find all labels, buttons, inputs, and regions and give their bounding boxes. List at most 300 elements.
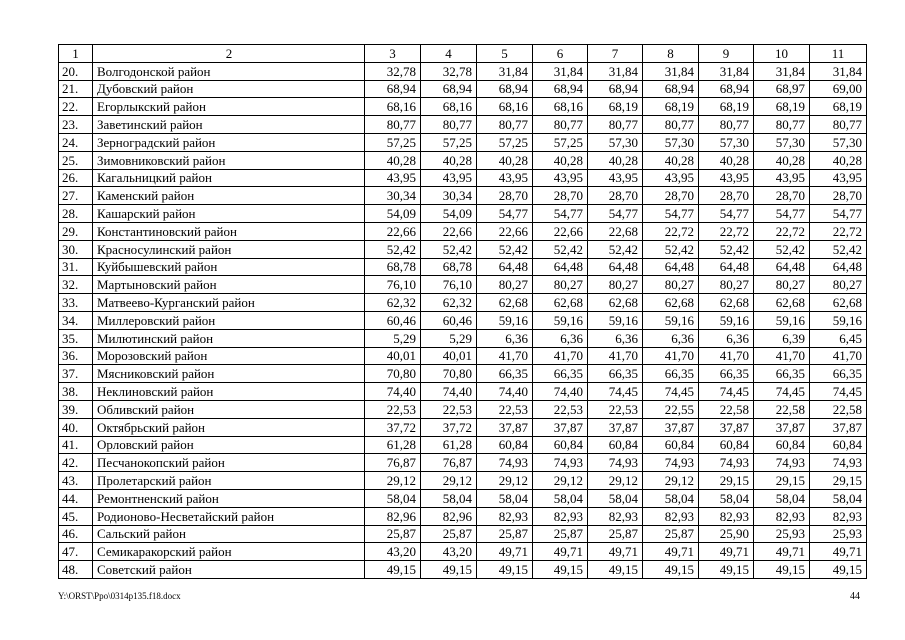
value-cell: 82,93	[588, 507, 643, 525]
value-cell: 43,95	[810, 169, 867, 187]
district-name: Семикаракорский район	[93, 543, 365, 561]
table-row	[59, 561, 867, 579]
row-number: 48.	[59, 561, 93, 579]
value-cell: 37,87	[810, 418, 867, 436]
value-cell: 82,93	[477, 507, 533, 525]
value-cell: 54,77	[754, 205, 810, 223]
table-row	[59, 276, 867, 294]
value-cell: 22,68	[588, 222, 643, 240]
row-number: 26.	[59, 169, 93, 187]
value-cell: 41,70	[533, 347, 588, 365]
district-name: Милютинский район	[93, 329, 365, 347]
value-cell: 22,53	[421, 400, 477, 418]
district-name: Орловский район	[93, 436, 365, 454]
value-cell: 62,68	[754, 294, 810, 312]
value-cell: 43,20	[421, 543, 477, 561]
value-cell: 80,77	[810, 116, 867, 134]
value-cell: 60,84	[643, 436, 699, 454]
table-row	[59, 62, 867, 80]
value-cell: 28,70	[699, 187, 754, 205]
row-number: 41.	[59, 436, 93, 454]
row-number: 38.	[59, 383, 93, 401]
value-cell: 68,94	[588, 80, 643, 98]
value-cell: 64,48	[533, 258, 588, 276]
value-cell: 62,68	[810, 294, 867, 312]
value-cell: 52,42	[421, 240, 477, 258]
value-cell: 59,16	[754, 311, 810, 329]
value-cell: 52,42	[365, 240, 421, 258]
value-cell: 76,87	[365, 454, 421, 472]
value-cell: 32,78	[365, 62, 421, 80]
header-cell: 2	[93, 45, 365, 63]
value-cell: 66,35	[533, 365, 588, 383]
value-cell: 29,15	[699, 472, 754, 490]
row-number: 47.	[59, 543, 93, 561]
value-cell: 49,71	[754, 543, 810, 561]
value-cell: 22,66	[533, 222, 588, 240]
value-cell: 60,84	[810, 436, 867, 454]
value-cell: 29,12	[588, 472, 643, 490]
value-cell: 40,28	[421, 151, 477, 169]
value-cell: 37,87	[754, 418, 810, 436]
district-name: Мясниковский район	[93, 365, 365, 383]
row-number: 34.	[59, 311, 93, 329]
value-cell: 59,16	[477, 311, 533, 329]
district-name: Константиновский район	[93, 222, 365, 240]
value-cell: 22,72	[643, 222, 699, 240]
table-row	[59, 543, 867, 561]
value-cell: 6,36	[533, 329, 588, 347]
value-cell: 61,28	[365, 436, 421, 454]
value-cell: 49,71	[477, 543, 533, 561]
value-cell: 22,58	[699, 400, 754, 418]
value-cell: 74,40	[477, 383, 533, 401]
value-cell: 80,77	[699, 116, 754, 134]
value-cell: 49,71	[643, 543, 699, 561]
value-cell: 25,87	[643, 525, 699, 543]
value-cell: 59,16	[533, 311, 588, 329]
value-cell: 66,35	[588, 365, 643, 383]
value-cell: 59,16	[699, 311, 754, 329]
table-row	[59, 436, 867, 454]
value-cell: 69,00	[810, 80, 867, 98]
district-name: Октябрьский район	[93, 418, 365, 436]
district-name: Морозовский район	[93, 347, 365, 365]
value-cell: 68,19	[643, 98, 699, 116]
value-cell: 49,15	[533, 561, 588, 579]
value-cell: 22,66	[365, 222, 421, 240]
value-cell: 68,97	[754, 80, 810, 98]
value-cell: 80,77	[643, 116, 699, 134]
value-cell: 28,70	[754, 187, 810, 205]
value-cell: 74,45	[588, 383, 643, 401]
table-row	[59, 418, 867, 436]
header-cell: 5	[477, 45, 533, 63]
value-cell: 60,46	[421, 311, 477, 329]
value-cell: 37,87	[477, 418, 533, 436]
header-cell: 6	[533, 45, 588, 63]
value-cell: 76,87	[421, 454, 477, 472]
value-cell: 22,53	[588, 400, 643, 418]
value-cell: 66,35	[643, 365, 699, 383]
table-row	[59, 383, 867, 401]
value-cell: 25,87	[477, 525, 533, 543]
value-cell: 31,84	[588, 62, 643, 80]
value-cell: 64,48	[477, 258, 533, 276]
value-cell: 66,35	[699, 365, 754, 383]
value-cell: 74,40	[533, 383, 588, 401]
value-cell: 31,84	[810, 62, 867, 80]
value-cell: 80,27	[588, 276, 643, 294]
value-cell: 62,68	[533, 294, 588, 312]
value-cell: 64,48	[810, 258, 867, 276]
value-cell: 22,53	[365, 400, 421, 418]
value-cell: 52,42	[643, 240, 699, 258]
district-name: Кагальницкий район	[93, 169, 365, 187]
table-row	[59, 329, 867, 347]
district-name: Егорлыкский район	[93, 98, 365, 116]
value-cell: 25,87	[421, 525, 477, 543]
value-cell: 37,72	[421, 418, 477, 436]
value-cell: 40,28	[754, 151, 810, 169]
value-cell: 80,27	[754, 276, 810, 294]
value-cell: 68,78	[421, 258, 477, 276]
row-number: 36.	[59, 347, 93, 365]
value-cell: 80,77	[421, 116, 477, 134]
value-cell: 43,20	[365, 543, 421, 561]
value-cell: 41,70	[588, 347, 643, 365]
district-name: Миллеровский район	[93, 311, 365, 329]
value-cell: 62,32	[365, 294, 421, 312]
value-cell: 70,80	[365, 365, 421, 383]
value-cell: 22,72	[699, 222, 754, 240]
value-cell: 29,15	[754, 472, 810, 490]
value-cell: 74,93	[810, 454, 867, 472]
district-name: Красносулинский район	[93, 240, 365, 258]
value-cell: 82,93	[754, 507, 810, 525]
value-cell: 29,12	[643, 472, 699, 490]
header-cell: 4	[421, 45, 477, 63]
value-cell: 66,35	[810, 365, 867, 383]
value-cell: 64,48	[643, 258, 699, 276]
value-cell: 49,15	[477, 561, 533, 579]
value-cell: 37,87	[588, 418, 643, 436]
value-cell: 43,95	[588, 169, 643, 187]
value-cell: 58,04	[643, 489, 699, 507]
value-cell: 28,70	[810, 187, 867, 205]
value-cell: 6,45	[810, 329, 867, 347]
row-number: 33.	[59, 294, 93, 312]
value-cell: 82,93	[643, 507, 699, 525]
value-cell: 37,87	[699, 418, 754, 436]
value-cell: 57,25	[365, 133, 421, 151]
value-cell: 25,93	[810, 525, 867, 543]
value-cell: 60,84	[533, 436, 588, 454]
value-cell: 52,42	[477, 240, 533, 258]
value-cell: 22,53	[533, 400, 588, 418]
value-cell: 28,70	[533, 187, 588, 205]
value-cell: 76,10	[365, 276, 421, 294]
value-cell: 82,96	[365, 507, 421, 525]
value-cell: 80,77	[477, 116, 533, 134]
value-cell: 58,04	[810, 489, 867, 507]
table-row	[59, 205, 867, 223]
value-cell: 62,68	[699, 294, 754, 312]
value-cell: 49,71	[588, 543, 643, 561]
table-row	[59, 454, 867, 472]
value-cell: 60,84	[754, 436, 810, 454]
row-number: 43.	[59, 472, 93, 490]
value-cell: 49,15	[588, 561, 643, 579]
value-cell: 57,25	[533, 133, 588, 151]
table-header-row	[59, 45, 867, 63]
row-number: 28.	[59, 205, 93, 223]
value-cell: 74,45	[643, 383, 699, 401]
value-cell: 60,84	[699, 436, 754, 454]
value-cell: 25,87	[365, 525, 421, 543]
value-cell: 22,66	[477, 222, 533, 240]
table-row	[59, 240, 867, 258]
value-cell: 74,93	[477, 454, 533, 472]
value-cell: 70,80	[421, 365, 477, 383]
header-cell: 1	[59, 45, 93, 63]
value-cell: 59,16	[643, 311, 699, 329]
value-cell: 41,70	[754, 347, 810, 365]
value-cell: 43,95	[754, 169, 810, 187]
value-cell: 40,28	[588, 151, 643, 169]
value-cell: 54,77	[533, 205, 588, 223]
value-cell: 68,78	[365, 258, 421, 276]
row-number: 35.	[59, 329, 93, 347]
value-cell: 54,77	[699, 205, 754, 223]
district-name: Мартыновский район	[93, 276, 365, 294]
value-cell: 68,94	[365, 80, 421, 98]
table-row	[59, 222, 867, 240]
value-cell: 68,94	[643, 80, 699, 98]
value-cell: 82,93	[533, 507, 588, 525]
row-number: 37.	[59, 365, 93, 383]
value-cell: 5,29	[365, 329, 421, 347]
value-cell: 68,16	[421, 98, 477, 116]
value-cell: 29,12	[477, 472, 533, 490]
value-cell: 68,16	[477, 98, 533, 116]
value-cell: 54,77	[810, 205, 867, 223]
value-cell: 22,58	[810, 400, 867, 418]
row-number: 45.	[59, 507, 93, 525]
value-cell: 41,70	[643, 347, 699, 365]
value-cell: 80,27	[533, 276, 588, 294]
value-cell: 64,48	[699, 258, 754, 276]
value-cell: 30,34	[421, 187, 477, 205]
data-table	[58, 44, 867, 579]
value-cell: 80,77	[754, 116, 810, 134]
value-cell: 60,84	[477, 436, 533, 454]
row-number: 22.	[59, 98, 93, 116]
value-cell: 80,77	[588, 116, 643, 134]
row-number: 25.	[59, 151, 93, 169]
value-cell: 80,27	[810, 276, 867, 294]
value-cell: 74,93	[699, 454, 754, 472]
value-cell: 54,77	[588, 205, 643, 223]
value-cell: 22,72	[810, 222, 867, 240]
value-cell: 41,70	[810, 347, 867, 365]
value-cell: 68,94	[477, 80, 533, 98]
value-cell: 54,77	[477, 205, 533, 223]
row-number: 24.	[59, 133, 93, 151]
value-cell: 62,32	[421, 294, 477, 312]
value-cell: 66,35	[754, 365, 810, 383]
value-cell: 37,72	[365, 418, 421, 436]
table-row	[59, 365, 867, 383]
value-cell: 49,15	[421, 561, 477, 579]
value-cell: 58,04	[754, 489, 810, 507]
district-name: Матвеево-Курганский район	[93, 294, 365, 312]
value-cell: 57,30	[699, 133, 754, 151]
value-cell: 25,87	[533, 525, 588, 543]
value-cell: 74,45	[754, 383, 810, 401]
row-number: 30.	[59, 240, 93, 258]
value-cell: 29,12	[365, 472, 421, 490]
district-name: Пролетарский район	[93, 472, 365, 490]
district-name: Песчанокопский район	[93, 454, 365, 472]
district-name: Зимовниковский район	[93, 151, 365, 169]
district-name: Кашарский район	[93, 205, 365, 223]
value-cell: 49,71	[699, 543, 754, 561]
value-cell: 49,15	[643, 561, 699, 579]
value-cell: 49,15	[699, 561, 754, 579]
value-cell: 22,55	[643, 400, 699, 418]
value-cell: 57,25	[477, 133, 533, 151]
value-cell: 74,93	[588, 454, 643, 472]
table-row	[59, 187, 867, 205]
value-cell: 61,28	[421, 436, 477, 454]
value-cell: 37,87	[533, 418, 588, 436]
district-name: Волгодонской район	[93, 62, 365, 80]
value-cell: 52,42	[810, 240, 867, 258]
value-cell: 57,30	[810, 133, 867, 151]
value-cell: 49,15	[754, 561, 810, 579]
value-cell: 58,04	[421, 489, 477, 507]
value-cell: 25,87	[588, 525, 643, 543]
value-cell: 59,16	[588, 311, 643, 329]
row-number: 40.	[59, 418, 93, 436]
header-cell: 7	[588, 45, 643, 63]
table-row	[59, 151, 867, 169]
district-name: Дубовский район	[93, 80, 365, 98]
value-cell: 6,36	[588, 329, 643, 347]
value-cell: 64,48	[588, 258, 643, 276]
row-number: 23.	[59, 116, 93, 134]
value-cell: 68,19	[588, 98, 643, 116]
value-cell: 64,48	[754, 258, 810, 276]
value-cell: 76,10	[421, 276, 477, 294]
table-body	[59, 45, 867, 579]
value-cell: 58,04	[477, 489, 533, 507]
table-row	[59, 116, 867, 134]
value-cell: 57,30	[588, 133, 643, 151]
table-row	[59, 472, 867, 490]
district-name: Заветинский район	[93, 116, 365, 134]
value-cell: 40,28	[365, 151, 421, 169]
value-cell: 57,30	[643, 133, 699, 151]
row-number: 42.	[59, 454, 93, 472]
district-name: Родионово-Несветайский район	[93, 507, 365, 525]
row-number: 44.	[59, 489, 93, 507]
value-cell: 5,29	[421, 329, 477, 347]
district-name: Советский район	[93, 561, 365, 579]
value-cell: 60,84	[588, 436, 643, 454]
value-cell: 58,04	[588, 489, 643, 507]
value-cell: 29,15	[810, 472, 867, 490]
value-cell: 60,46	[365, 311, 421, 329]
value-cell: 82,96	[421, 507, 477, 525]
value-cell: 80,27	[643, 276, 699, 294]
value-cell: 43,95	[699, 169, 754, 187]
value-cell: 74,45	[699, 383, 754, 401]
district-name: Зерноградский район	[93, 133, 365, 151]
value-cell: 74,93	[533, 454, 588, 472]
value-cell: 58,04	[365, 489, 421, 507]
value-cell: 54,77	[643, 205, 699, 223]
row-number: 39.	[59, 400, 93, 418]
value-cell: 32,78	[421, 62, 477, 80]
value-cell: 54,09	[365, 205, 421, 223]
row-number: 46.	[59, 525, 93, 543]
district-name: Куйбышевский район	[93, 258, 365, 276]
value-cell: 40,28	[477, 151, 533, 169]
value-cell: 25,93	[754, 525, 810, 543]
value-cell: 22,72	[754, 222, 810, 240]
row-number: 31.	[59, 258, 93, 276]
value-cell: 49,15	[810, 561, 867, 579]
value-cell: 6,39	[754, 329, 810, 347]
table-row	[59, 507, 867, 525]
value-cell: 68,16	[533, 98, 588, 116]
value-cell: 80,27	[477, 276, 533, 294]
value-cell: 62,68	[588, 294, 643, 312]
value-cell: 52,42	[699, 240, 754, 258]
value-cell: 68,16	[365, 98, 421, 116]
value-cell: 74,93	[643, 454, 699, 472]
value-cell: 30,34	[365, 187, 421, 205]
value-cell: 57,30	[754, 133, 810, 151]
value-cell: 68,94	[421, 80, 477, 98]
row-number: 20.	[59, 62, 93, 80]
value-cell: 58,04	[699, 489, 754, 507]
row-number: 32.	[59, 276, 93, 294]
header-cell: 10	[754, 45, 810, 63]
value-cell: 6,36	[477, 329, 533, 347]
row-number: 29.	[59, 222, 93, 240]
value-cell: 80,77	[533, 116, 588, 134]
table-row	[59, 311, 867, 329]
table-row	[59, 400, 867, 418]
value-cell: 59,16	[810, 311, 867, 329]
value-cell: 68,19	[699, 98, 754, 116]
value-cell: 40,01	[365, 347, 421, 365]
value-cell: 74,93	[754, 454, 810, 472]
table-row	[59, 169, 867, 187]
value-cell: 62,68	[643, 294, 699, 312]
value-cell: 57,25	[421, 133, 477, 151]
value-cell: 22,66	[421, 222, 477, 240]
value-cell: 22,58	[754, 400, 810, 418]
value-cell: 52,42	[754, 240, 810, 258]
value-cell: 54,09	[421, 205, 477, 223]
value-cell: 31,84	[533, 62, 588, 80]
value-cell: 49,71	[810, 543, 867, 561]
table-row	[59, 294, 867, 312]
